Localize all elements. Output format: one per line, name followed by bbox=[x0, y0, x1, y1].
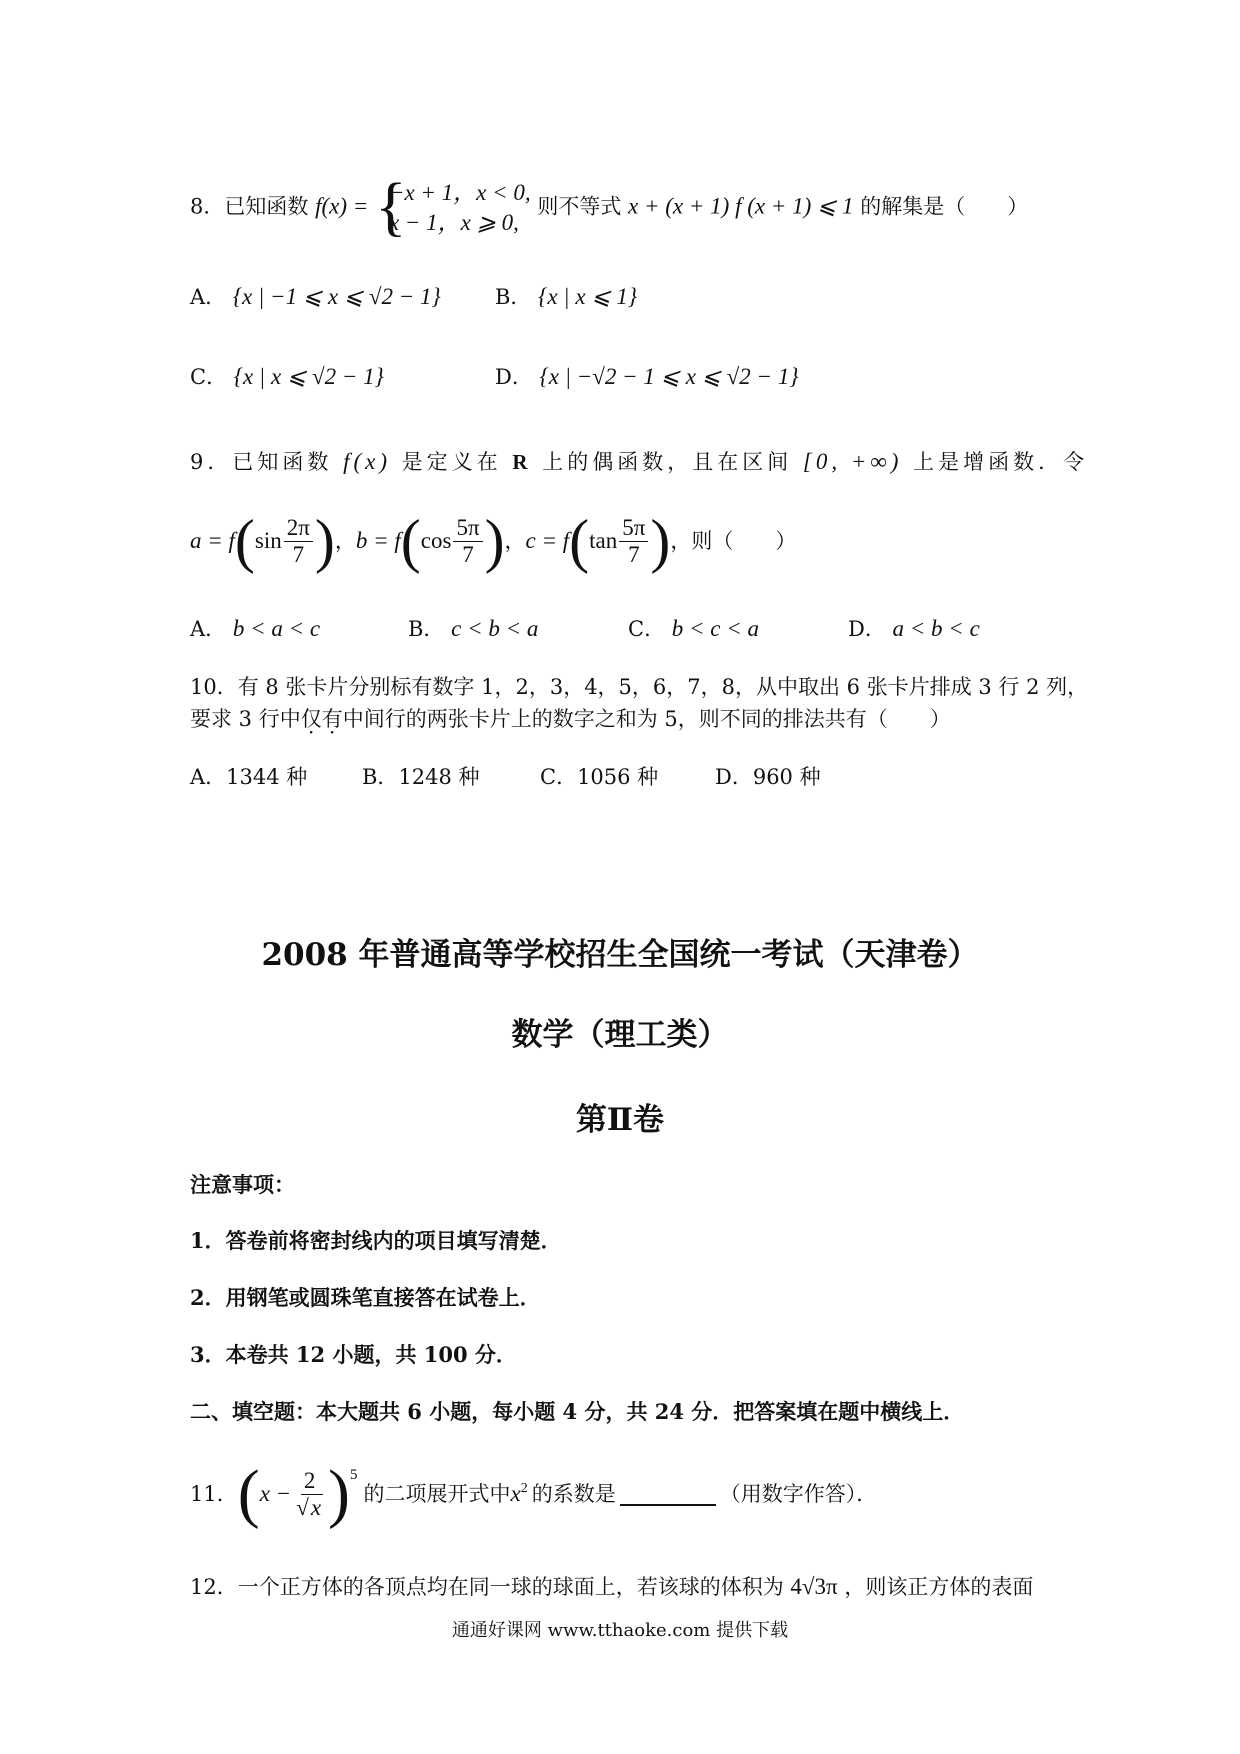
q8-case1: −x + 1，x < 0, bbox=[388, 180, 531, 205]
q9-stem-line1: 9．已知函数 f(x) 是定义在 R 上的偶函数，且在区间 [0, +∞) 上是增函数．令 bbox=[190, 449, 1089, 474]
notes-heading: 注意事项： bbox=[190, 1172, 295, 1197]
q9-option-c: C． b < c < a bbox=[628, 616, 760, 641]
subject-title: 数学（理工类） bbox=[511, 1017, 729, 1053]
q8-option-a: A． {x | −1 ⩽ x ⩽ √2 − 1} bbox=[190, 284, 441, 309]
emphasis-dot-char: 有 bbox=[321, 707, 343, 731]
q11: 11． ( x − $\frac{2}{√x}$ ) $^5$ 的二项展开式中 x $^2$ 的系数是 （用数字作答）． bbox=[190, 1457, 878, 1530]
q8-piecewise: { −x + 1，x < 0, x − 1，x ⩾ 0, bbox=[374, 170, 531, 243]
q8-fx: f(x) = bbox=[315, 193, 369, 219]
q10-option-c: C．1056 种 bbox=[540, 765, 659, 789]
q8-case2: x − 1，x ⩾ 0, bbox=[388, 210, 519, 235]
q12: 12．一个正方体的各顶点均在同一球的球面上，若该球的体积为 4√3π ，则该正方体的表面 bbox=[190, 1574, 1034, 1599]
exam-title: 2008 年普通高等学校招生全国统一考试（天津卷） bbox=[261, 937, 979, 973]
emphasis-dot-char: 仅 bbox=[300, 707, 322, 731]
q9-option-a: A． b < a < c bbox=[190, 616, 321, 641]
q10-stem-line2: 要求 3 行中仅有中间行的两张卡片上的数字之和为 5，则不同的排法共有（ ） bbox=[190, 707, 951, 731]
q11-fraction: $\frac{2}{√x}$ bbox=[296, 1467, 322, 1520]
q9-b-fraction: $\frac{5\pi}{7}$ bbox=[453, 515, 482, 568]
q8-option-c: C． {x | x ⩽ √2 − 1} bbox=[190, 364, 384, 389]
q10-option-b: B．1248 种 bbox=[362, 765, 480, 789]
q9-a-fraction: $\frac{2\pi}{7}$ bbox=[284, 515, 313, 568]
q8-stem: 8．已知函数 f(x) = { −x + 1，x < 0, x − 1，x ⩾ 0, 则不等式 x + (x + 1) f (x + 1) ⩽ 1 的解集是（ ） bbox=[190, 170, 1029, 243]
q8-option-d: D． {x | −√2 − 1 ⩽ x ⩽ √2 − 1} bbox=[495, 364, 799, 389]
volume-title: 第Ⅱ卷 bbox=[575, 1102, 665, 1138]
note-2: 2．用钢笔或圆珠笔直接答在试卷上． bbox=[190, 1285, 541, 1310]
q9-option-b: B． c < b < a bbox=[408, 616, 539, 641]
q10-option-d: D．960 种 bbox=[715, 765, 821, 789]
q8-option-b: B． {x | x ⩽ 1} bbox=[495, 284, 638, 309]
page-footer: 通通好课网 www.tthaoke.com 提供下载 bbox=[451, 1620, 789, 1641]
answer-blank[interactable] bbox=[620, 1482, 716, 1506]
note-3: 3．本卷共 12 小题，共 100 分． bbox=[190, 1342, 517, 1367]
note-1: 1．答卷前将密封线内的项目填写清楚． bbox=[190, 1228, 562, 1253]
q10-option-a: A．1344 种 bbox=[190, 765, 308, 789]
q9-option-d: D． a < b < c bbox=[848, 616, 980, 641]
part2-heading: 二、填空题：本大题共 6 小题，每小题 4 分，共 24 分．把答案填在题中横线上． bbox=[190, 1399, 965, 1424]
q8-inequality: x + (x + 1) f (x + 1) ⩽ 1 bbox=[628, 193, 854, 219]
real-numbers-symbol: R bbox=[512, 450, 532, 474]
q9-definitions: a = f ( sin $\frac{2\pi}{7}$ ) ， b = f ( cos $\frac{5\pi}{7}$ ) ， c = f ( tan $\frac{5\pi}{7}$ ) ，则（ ） bbox=[190, 508, 797, 574]
q10-stem-line1: 10．有 8 张卡片分别标有数字 1，2，3，4，5，6，7，8，从中取出 6 张卡片排成 3 行 2 列， bbox=[190, 675, 1089, 699]
q9-c-fraction: $\frac{5\pi}{7}$ bbox=[619, 515, 648, 568]
